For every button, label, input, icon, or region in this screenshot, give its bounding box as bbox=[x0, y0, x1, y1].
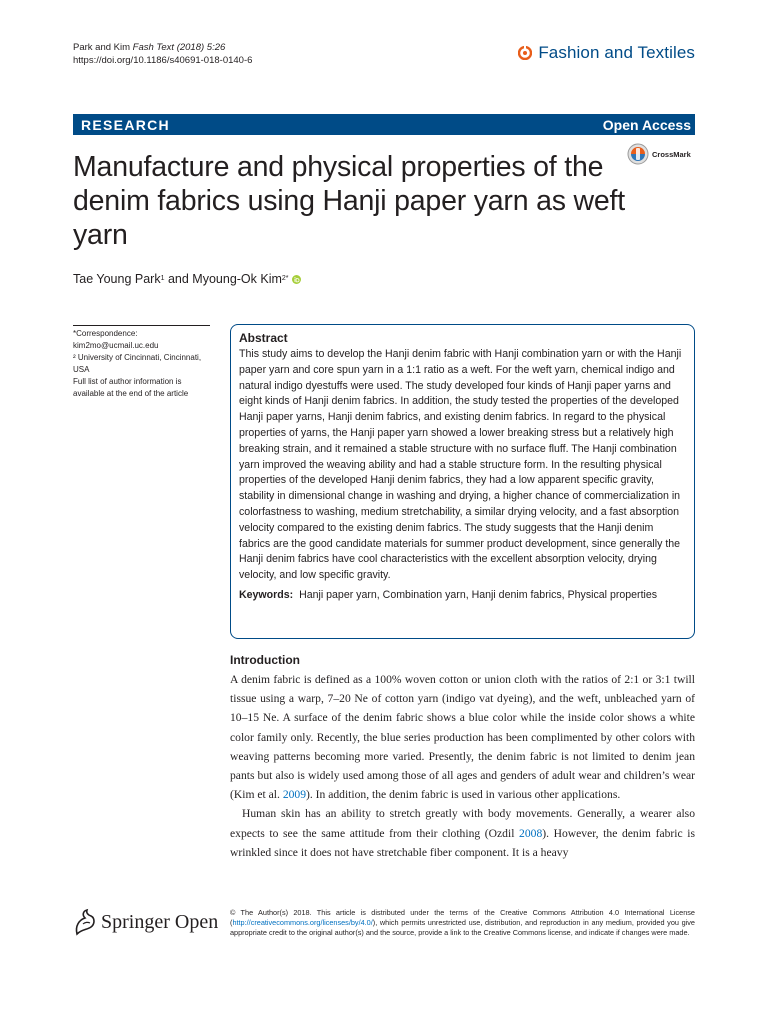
paragraph-text: Human skin has an ability to stretch greatly with body movements. Generally, a wearer also expects to see the same attitude from their clothing (Ozdil bbox=[230, 807, 695, 840]
affiliation-note: ² University of Cincinnati, Cincinnati, USA bbox=[73, 353, 202, 374]
license-statement: ), which permits unrestricted use, distribution, and reproduction in any medium, provided you give appropriate credit to the original author(s) and the source, provide a link to the Creative Commons license, and indicate if changes were made. bbox=[230, 918, 695, 937]
citation-link[interactable]: 2009 bbox=[282, 788, 306, 802]
abstract-heading: Abstract bbox=[239, 331, 288, 345]
introduction-heading: Introduction bbox=[230, 653, 300, 667]
author-list: Tae Young Park 1 and Myoung-Ok Kim 2* bbox=[73, 272, 301, 286]
author-info-note: Full list of author information is available at the end of the article bbox=[73, 377, 189, 398]
springer-logo-icon bbox=[73, 908, 97, 936]
side-divider bbox=[73, 325, 210, 326]
author-conjunction: and bbox=[164, 272, 193, 286]
citation-link[interactable]: 2008 bbox=[519, 826, 543, 840]
keywords-list: Hanji paper yarn, Combination yarn, Hanji denim fabrics, Physical properties bbox=[299, 588, 658, 601]
crossmark-label: CrossMark bbox=[652, 149, 691, 159]
correspondence-email[interactable]: kim2mo@ucmail.uc.edu bbox=[73, 341, 159, 350]
journal-brand bbox=[518, 43, 695, 63]
paragraph bbox=[230, 804, 695, 862]
license-statement: © The Author(s) 2018. This article is distributed under the terms of the Creative Commons Attribution 4.0 International License ( bbox=[230, 908, 695, 927]
abstract-body: This study aims to develop the Hanji denim fabric with Hanji combination yarn or with the Hanji paper yarn and core spun yarn in a 1:1 ratio as a weft. For the weft yarn, chemical indigo and natural indigo dyestuffs were used. The study developed four kinds of Hanji paper yarns and eight kinds of Hanji denim fabrics. In addition, the study tested the properties of the developed Hanji paper yarns, Hanji denim fabrics, and existing denim fabrics. In regard to the physical properties of yarns, the Hanji paper yarn showed a lower breaking stress but a relatively high breaking strain, and it remained a stable structure with no surface fluff. The Hanji combination yarn improved the weaving ability and had a stable structure form. In the resulting physical properties of the developed Hanji denim fabrics, they had a low apparent specific gravity, stability in dimensional change in washing and drying, a higher chance of commercialization in colorfastness to washing, medium stretchability, a similar drying velocity, and a fast absorption velocity compared to the existing denim fabrics. The study suggests that the Hanji denim fabrics are the good candidate materials for summer product development, since generally the Hanji denim fabrics have cool characteristics with the excellent absorption velocity, drying velocity, and low specific gravity. bbox=[239, 348, 682, 582]
citation-journal: Fash Text bbox=[132, 42, 175, 53]
citation-authors: Park and Kim bbox=[73, 42, 131, 53]
author-name[interactable]: Myoung-Ok Kim bbox=[192, 272, 282, 286]
orcid-icon[interactable] bbox=[292, 275, 301, 284]
correspondence-notes bbox=[73, 328, 203, 400]
author-name[interactable]: Tae Young Park bbox=[73, 272, 161, 286]
paragraph-text: ). However, the denim fabric is wrinkled since it does not have stretchable fiber component. It is a heavy bbox=[230, 826, 695, 859]
article-type-bar bbox=[73, 114, 695, 135]
paragraph-text: A denim fabric is defined as a 100% woven cotton or union cloth with the ratios of 2:1 or 3:1 twill tissue using a warp, 7–20 Ne of cotton yarn (indigo vat dyeing), and the weft, unbleached yarn of 10–15 Ne. A surface of the denim fabric shows a blue color while the inside color shows a white color family only. Recently, the blue series production has been complimented by other colors with weaving patterns becoming more varied. Presently, the denim fabric is not limited to denim jean pants but also is widely used among those of all ages and genders of adult wear and children’s wear (Kim et al. bbox=[230, 673, 695, 802]
correspondence-label: *Correspondence: bbox=[73, 329, 138, 338]
paragraph-text: ). In addition, the denim fabric is used in various other applications. bbox=[306, 788, 621, 802]
license-link[interactable]: http://creativecommons.org/licenses/by/4.0/ bbox=[232, 918, 373, 927]
publisher-open: Open bbox=[174, 910, 219, 933]
abstract-box bbox=[230, 324, 695, 639]
journal-name: Fashion and Textiles bbox=[538, 43, 695, 62]
keywords-label: Keywords: bbox=[239, 588, 294, 601]
keywords bbox=[239, 588, 687, 604]
introduction-body bbox=[230, 670, 695, 862]
article-title: Manufacture and physical properties of the denim fabrics using Hanji paper yarn as weft yarn bbox=[73, 151, 625, 251]
springer-open-logo bbox=[73, 908, 218, 936]
fashion-textiles-logo-icon bbox=[518, 46, 532, 60]
publisher-name: Springer bbox=[101, 910, 170, 933]
crossmark-badge[interactable] bbox=[627, 143, 691, 165]
license-text bbox=[230, 908, 695, 938]
citation-header bbox=[73, 41, 252, 67]
paragraph bbox=[230, 670, 695, 804]
open-access-label: Open Access bbox=[602, 116, 691, 133]
citation-ref: (2018) 5:26 bbox=[176, 42, 226, 53]
article-type-label: RESEARCH bbox=[81, 116, 170, 133]
doi-link[interactable]: https://doi.org/10.1186/s40691-018-0140-6 bbox=[73, 55, 253, 66]
